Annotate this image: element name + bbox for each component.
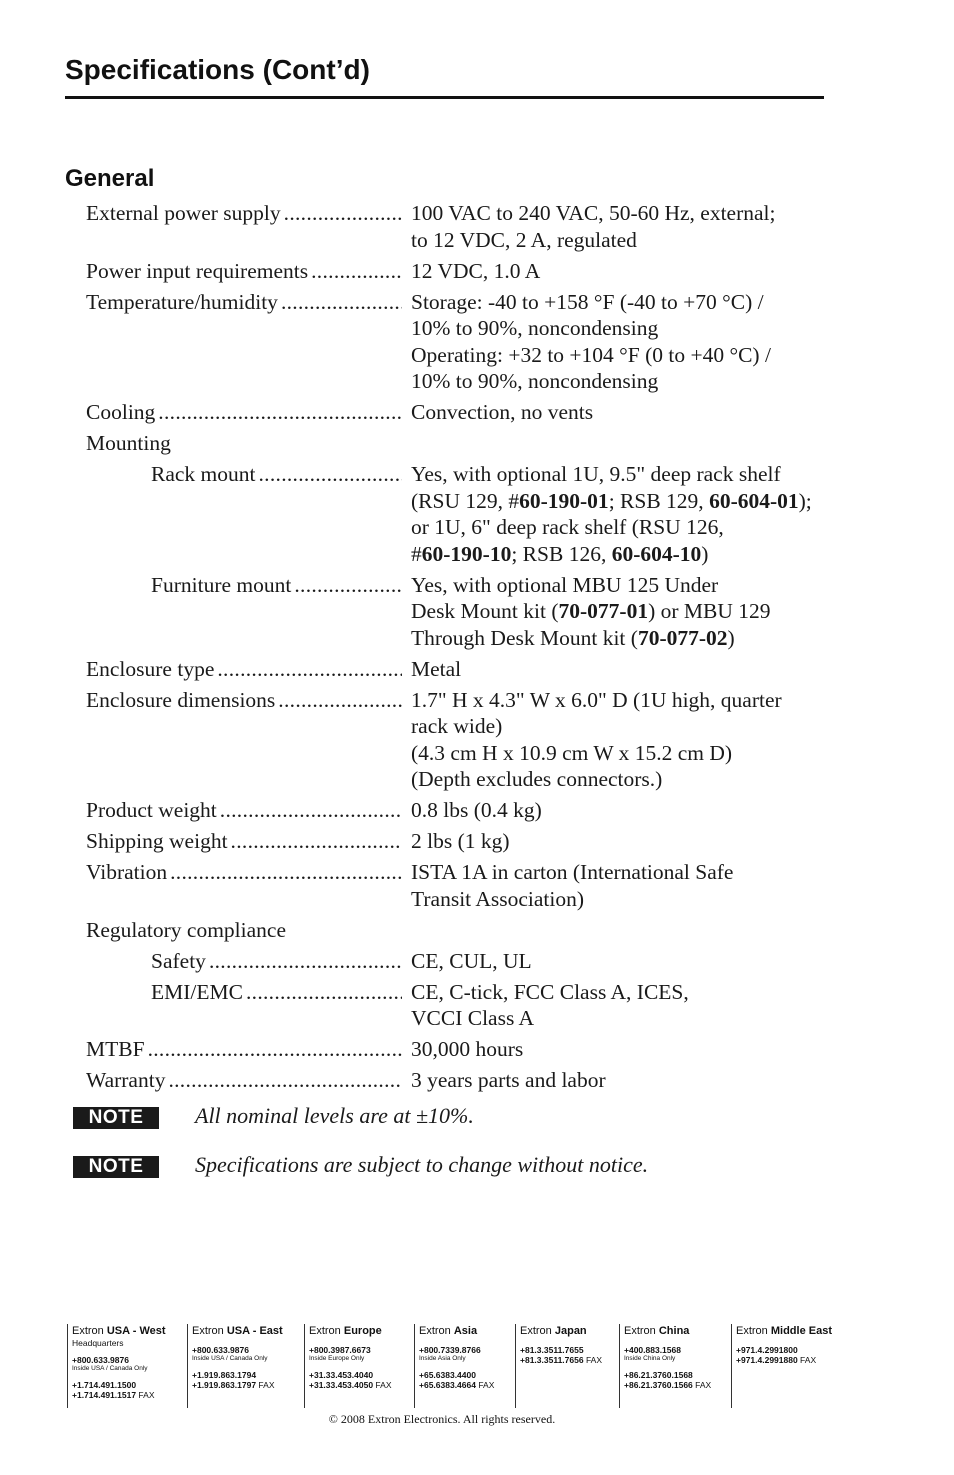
spec-label-text: External power supply <box>86 201 281 225</box>
dot-leader <box>291 572 402 652</box>
note-2 <box>73 1152 649 1178</box>
office-phone-note: Inside USA / Canada Only <box>72 1365 148 1372</box>
dot-leader <box>165 1067 402 1094</box>
spec-value-line: rack wide) <box>411 714 503 738</box>
spec-row <box>86 399 826 426</box>
dot-leader <box>308 258 402 285</box>
spec-value-line: Yes, with optional MBU 125 Under <box>411 572 719 597</box>
spec-row <box>86 1067 826 1094</box>
spec-label-text: Furniture mount <box>151 572 292 597</box>
office-usa-east <box>187 1324 304 1408</box>
spec-value <box>402 572 826 652</box>
spec-label <box>86 1036 402 1063</box>
office-fax: +81.3.3511.7656 FAX <box>520 1355 603 1365</box>
spec-value-line: 1.7" H x 4.3" W x 6.0" D (1U high, quarter <box>411 687 782 712</box>
office-japan <box>515 1324 619 1408</box>
office-phone: +800.7339.8766 <box>419 1345 481 1355</box>
office-fax: +1.714.491.1517 FAX <box>72 1390 155 1400</box>
office-phone: +800.3987.6673 <box>309 1345 371 1355</box>
spec-value-line: 0.8 lbs (0.4 kg) <box>411 798 542 822</box>
spec-label <box>86 859 402 912</box>
spec-row <box>86 828 826 855</box>
note-text: All nominal levels are at ±10%. <box>195 1103 474 1128</box>
office-asia <box>414 1324 515 1408</box>
office-fax: +86.21.3760.1566 FAX <box>624 1380 712 1390</box>
office-phone: +31.33.453.4040 <box>309 1370 374 1380</box>
spec-label <box>86 828 402 855</box>
spec-label-text: Enclosure type <box>86 656 215 681</box>
spec-value <box>402 656 826 683</box>
spec-label-text: Enclosure dimensions <box>86 687 276 712</box>
office-name: Extron Middle East <box>736 1325 832 1337</box>
office-phone: +1.714.491.1500 <box>72 1380 137 1390</box>
spec-label-text: Temperature/humidity <box>86 289 278 314</box>
spec-value-line: Operating: +32 to +104 °F (0 to +40 °C) / <box>411 342 771 367</box>
spec-value-line: 10% to 90%, noncondensing <box>411 369 659 393</box>
spec-row <box>86 797 826 824</box>
dot-leader <box>278 289 402 395</box>
office-fax: +971.4.2991880 FAX <box>736 1355 817 1365</box>
spec-value <box>402 1067 826 1094</box>
spec-label <box>86 258 402 285</box>
spec-label-text: Mounting <box>86 431 171 455</box>
office-name: Extron Japan <box>520 1325 587 1337</box>
dot-leader <box>206 948 402 975</box>
spec-label <box>86 948 402 975</box>
spec-value <box>402 797 826 824</box>
office-phone-note: Inside USA / Canada Only <box>192 1355 268 1362</box>
dot-leader <box>214 656 402 683</box>
office-phone-note: Inside China Only <box>624 1355 676 1362</box>
spec-value-line: Convection, no vents <box>411 400 594 424</box>
note-text: Specifications are subject to change without notice. <box>195 1152 649 1177</box>
section-heading: General <box>65 165 155 192</box>
dot-leader <box>155 399 402 426</box>
dot-leader <box>281 200 402 253</box>
office-china <box>619 1324 731 1408</box>
spec-label-text: Rack mount <box>151 462 256 486</box>
spec-value <box>402 399 826 426</box>
spec-label <box>86 399 402 426</box>
spec-value-line: CE, CUL, UL <box>411 948 532 973</box>
office-phone: +400.883.1568 <box>624 1345 681 1355</box>
spec-value <box>402 859 826 912</box>
spec-value <box>402 430 826 457</box>
spec-value <box>402 948 826 975</box>
office-name: Extron Asia <box>419 1325 478 1337</box>
spec-row <box>86 200 826 253</box>
spec-value-line: Yes, with optional 1U, 9.5" deep rack shelf <box>411 462 781 486</box>
office-fax: +31.33.453.4050 FAX <box>309 1380 392 1390</box>
spec-label-text: Cooling <box>86 400 156 424</box>
spec-label <box>86 797 402 824</box>
spec-label <box>86 289 402 395</box>
spec-row <box>86 979 826 1032</box>
spec-value-line: CE, C-tick, FCC Class A, ICES, <box>411 979 689 1004</box>
dot-leader <box>217 797 402 824</box>
spec-value-line: Desk Mount kit (70-077-01) or MBU 129 <box>411 599 771 623</box>
office-middle-east <box>731 1324 849 1408</box>
dot-leader <box>228 828 402 855</box>
office-name: Extron Europe <box>309 1325 382 1337</box>
spec-label <box>86 430 402 457</box>
office-phone-note: Inside Europe Only <box>309 1355 365 1362</box>
spec-row <box>86 917 826 944</box>
office-directory <box>67 1324 849 1408</box>
note-badge: NOTE <box>73 1107 159 1129</box>
office-phone: +971.4.2991800 <box>736 1345 798 1355</box>
spec-label <box>86 461 402 567</box>
office-phone-note: Inside Asia Only <box>419 1355 466 1362</box>
spec-list <box>86 200 826 1098</box>
title-rule <box>65 96 824 99</box>
note-1 <box>73 1103 474 1129</box>
office-name: Extron USA - East <box>192 1325 283 1337</box>
spec-label-text: EMI/EMC <box>151 979 243 1004</box>
office-phone: +81.3.3511.7655 <box>520 1345 584 1355</box>
note-badge: NOTE <box>73 1156 159 1178</box>
copyright: © 2008 Extron Electronics. All rights reserved. <box>328 1412 556 1426</box>
spec-value-line: (Depth excludes connectors.) <box>411 767 663 791</box>
dot-leader <box>167 859 402 912</box>
spec-value-line: (4.3 cm H x 10.9 cm W x 15.2 cm D) <box>411 740 733 765</box>
spec-value <box>402 461 826 567</box>
spec-label-text: Vibration <box>86 860 168 884</box>
spec-label-text: Shipping weight <box>86 829 228 853</box>
spec-value-line: Through Desk Mount kit (70-077-02) <box>411 625 735 650</box>
spec-row <box>86 572 826 652</box>
spec-row <box>86 656 826 683</box>
spec-value <box>402 687 826 793</box>
office-name: Extron USA - West <box>72 1325 166 1337</box>
spec-row <box>86 687 826 793</box>
office-phone: +800.633.9876 <box>72 1355 129 1365</box>
spec-row <box>86 859 826 912</box>
office-phone: +86.21.3760.1568 <box>624 1370 693 1380</box>
spec-label <box>86 1067 402 1094</box>
spec-row <box>86 258 826 285</box>
dot-leader <box>145 1036 402 1063</box>
office-fax: +1.919.863.1797 FAX <box>192 1380 275 1390</box>
spec-label <box>86 687 402 793</box>
spec-value-line: 12 VDC, 1.0 A <box>411 258 541 283</box>
spec-value-line: ISTA 1A in carton (International Safe <box>411 860 734 884</box>
spec-value <box>402 917 826 944</box>
spec-value-line: 30,000 hours <box>411 1037 524 1061</box>
dot-leader <box>243 979 402 1032</box>
spec-value-line: 3 years parts and labor <box>411 1068 606 1092</box>
spec-value <box>402 200 826 253</box>
spec-value-line: VCCI Class A <box>411 1006 535 1030</box>
spec-label-text: Warranty <box>86 1068 166 1092</box>
spec-value <box>402 1036 826 1063</box>
office-phone: +800.633.9876 <box>192 1345 249 1355</box>
dot-leader <box>256 461 403 567</box>
spec-value-line: to 12 VDC, 2 A, regulated <box>411 227 637 252</box>
spec-label <box>86 656 402 683</box>
spec-value <box>402 979 826 1032</box>
spec-label-text: MTBF <box>86 1037 145 1061</box>
page-title: Specifications (Cont’d) <box>65 54 370 85</box>
spec-value-line: #60-190-10; RSB 126, 60-604-10) <box>411 541 709 566</box>
office-name: Extron China <box>624 1325 690 1337</box>
spec-value <box>402 258 826 285</box>
office-phone: +1.919.863.1794 <box>192 1370 257 1380</box>
office-usa-west <box>67 1324 187 1408</box>
office-phone: +65.6383.4400 <box>419 1370 476 1380</box>
spec-label-text: Power input requirements <box>86 258 309 283</box>
office-fax: +65.6383.4664 FAX <box>419 1380 495 1390</box>
spec-value-line: 10% to 90%, noncondensing <box>411 316 659 340</box>
spec-value <box>402 828 826 855</box>
spec-value-line: 2 lbs (1 kg) <box>411 829 510 853</box>
spec-value-line: or 1U, 6" deep rack shelf (RSU 126, <box>411 515 724 539</box>
spec-value-line: Storage: -40 to +158 °F (-40 to +70 °C) / <box>411 289 764 314</box>
spec-label <box>86 200 402 253</box>
spec-value-line: Transit Association) <box>411 886 585 911</box>
spec-label-text: Product weight <box>86 798 217 822</box>
dot-leader <box>275 687 402 793</box>
office-europe <box>304 1324 414 1408</box>
spec-value-line: (RSU 129, #60-190-01; RSB 129, 60-604-01); <box>411 488 812 513</box>
spec-row <box>86 430 826 457</box>
spec-value <box>402 289 826 395</box>
spec-row <box>86 948 826 975</box>
spec-label-text: Safety <box>151 948 206 973</box>
spec-row <box>86 461 826 567</box>
spec-label <box>86 572 402 652</box>
office-subtitle: Headquarters <box>72 1338 124 1348</box>
spec-row <box>86 289 826 395</box>
spec-value-line: 100 VAC to 240 VAC, 50-60 Hz, external; <box>411 201 776 225</box>
spec-value-line: Metal <box>411 656 462 681</box>
spec-label <box>86 917 402 944</box>
spec-label <box>86 979 402 1032</box>
spec-label-text: Regulatory compliance <box>86 917 286 942</box>
spec-row <box>86 1036 826 1063</box>
